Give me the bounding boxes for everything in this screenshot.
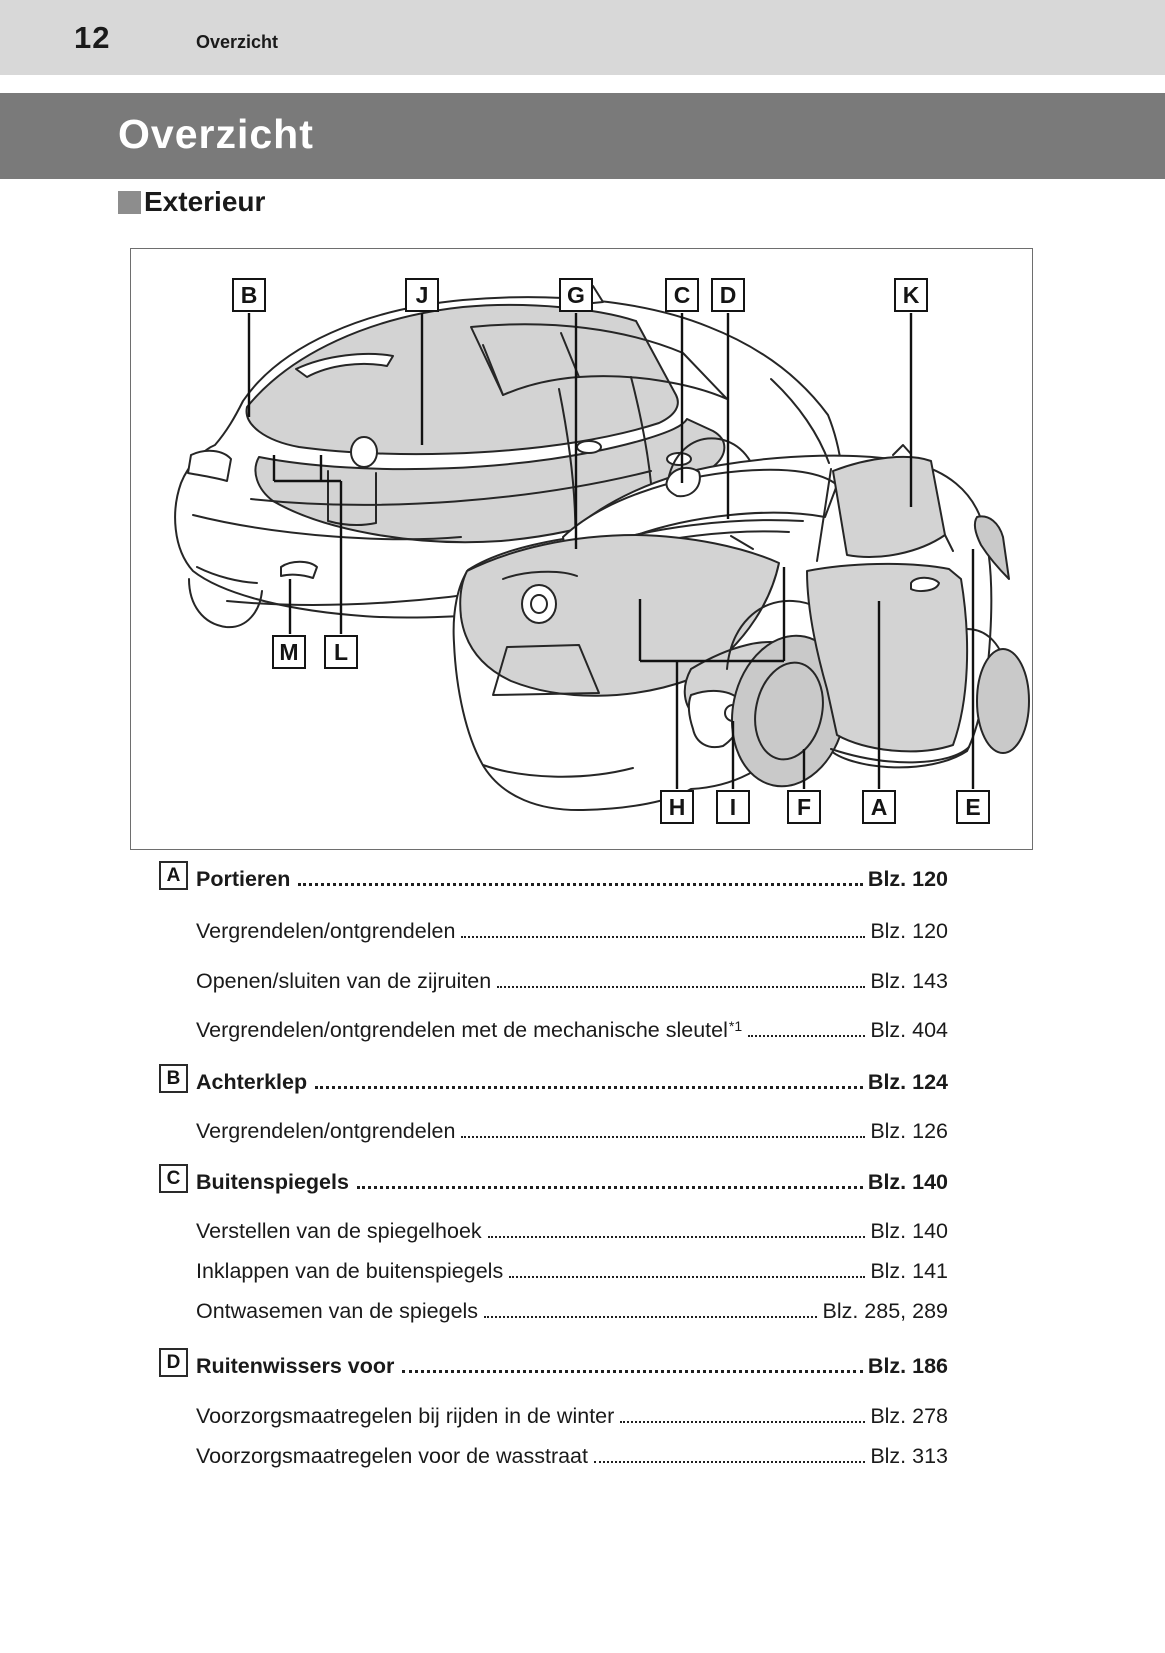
page-ref: Blz. 404 — [870, 1018, 948, 1043]
callout-box-k: K — [894, 278, 928, 312]
callout-box-e: E — [956, 790, 990, 824]
section-title: Ruitenwissers voor — [196, 1354, 395, 1379]
page-ref: Blz. 140 — [870, 1219, 948, 1244]
page-ref: Blz. 278 — [870, 1404, 948, 1429]
dot-leader — [298, 883, 863, 886]
toc-section-row — [159, 861, 948, 891]
dot-leader — [461, 1136, 865, 1138]
item-label: Verstellen van de spiegelhoek — [196, 1219, 482, 1244]
footnote-marker: *1 — [728, 1018, 743, 1034]
section-marker-b: B — [159, 1064, 188, 1093]
section-title: Buitenspiegels — [196, 1170, 349, 1195]
callout-box-d: D — [711, 278, 745, 312]
callout-box-c: C — [665, 278, 699, 312]
dot-leader — [357, 1186, 863, 1189]
toc-section-row — [159, 1348, 948, 1378]
callout-box-a: A — [862, 790, 896, 824]
dot-leader — [594, 1461, 865, 1463]
section-marker-a: A — [159, 861, 188, 890]
page-number: 12 — [74, 20, 111, 55]
toc-section-row — [159, 1064, 948, 1094]
toc-item-row — [159, 1398, 948, 1428]
item-label: Ontwasemen van de spiegels — [196, 1299, 479, 1324]
callout-box-j: J — [405, 278, 439, 312]
toc-item-row — [159, 1012, 948, 1042]
page-ref: Blz. 143 — [870, 969, 948, 994]
page-ref: Blz. 140 — [867, 1170, 948, 1195]
toc-item-row — [159, 1213, 948, 1243]
callout-box-m: M — [272, 635, 306, 669]
header-section-title: Overzicht — [196, 32, 279, 52]
dot-leader — [488, 1236, 866, 1238]
page-ref: Blz. 124 — [867, 1070, 948, 1095]
dot-leader — [315, 1086, 863, 1089]
section-title: Achterklep — [196, 1070, 308, 1095]
item-label: Inklappen van de buitenspiegels — [196, 1259, 504, 1284]
item-label: Voorzorgsmaatregelen bij rijden in de winter — [196, 1404, 615, 1429]
section-title: Portieren — [196, 867, 291, 892]
callout-box-b: B — [232, 278, 266, 312]
chapter-title: Overzicht — [118, 111, 314, 157]
callout-box-h: H — [660, 790, 694, 824]
item-label: Vergrendelen/ontgrendelen — [196, 1119, 456, 1144]
toc-item-row — [159, 1113, 948, 1143]
section-marker-d: D — [159, 1348, 188, 1377]
dot-leader — [620, 1421, 865, 1423]
square-bullet-icon — [118, 191, 141, 214]
page-ref: Blz. 120 — [867, 867, 948, 892]
callout-box-f: F — [787, 790, 821, 824]
page-ref: Blz. 126 — [870, 1119, 948, 1144]
toc-item-row — [159, 1253, 948, 1283]
toc-section-row — [159, 1164, 948, 1194]
toc-item-row — [159, 1438, 948, 1468]
toc-item-row — [159, 1293, 948, 1323]
item-label: Vergrendelen/ontgrendelen — [196, 919, 456, 944]
callout-box-l: L — [324, 635, 358, 669]
item-label: Vergrendelen/ontgrendelen met de mechanische sleutel — [196, 1018, 728, 1043]
callout-box-i: I — [716, 790, 750, 824]
item-label: Openen/sluiten van de zijruiten — [196, 969, 492, 994]
page-ref: Blz. 120 — [870, 919, 948, 944]
page-ref: Blz. 186 — [867, 1354, 948, 1379]
toc-item-row — [159, 913, 948, 943]
dot-leader — [497, 986, 865, 988]
page-ref: Blz. 313 — [870, 1444, 948, 1469]
dot-leader — [461, 936, 865, 938]
page-ref: Blz. 141 — [870, 1259, 948, 1284]
dot-leader — [402, 1370, 863, 1373]
dot-leader — [748, 1035, 865, 1037]
dot-leader — [484, 1316, 817, 1318]
exterior-index — [159, 0, 948, 1653]
item-label: Voorzorgsmaatregelen voor de wasstraat — [196, 1444, 588, 1469]
dot-leader — [509, 1276, 865, 1278]
subheading-label: Exterieur — [144, 186, 266, 217]
callout-box-g: G — [559, 278, 593, 312]
toc-item-row — [159, 963, 948, 993]
section-marker-c: C — [159, 1164, 188, 1193]
page-ref: Blz. 285, 289 — [822, 1299, 948, 1324]
